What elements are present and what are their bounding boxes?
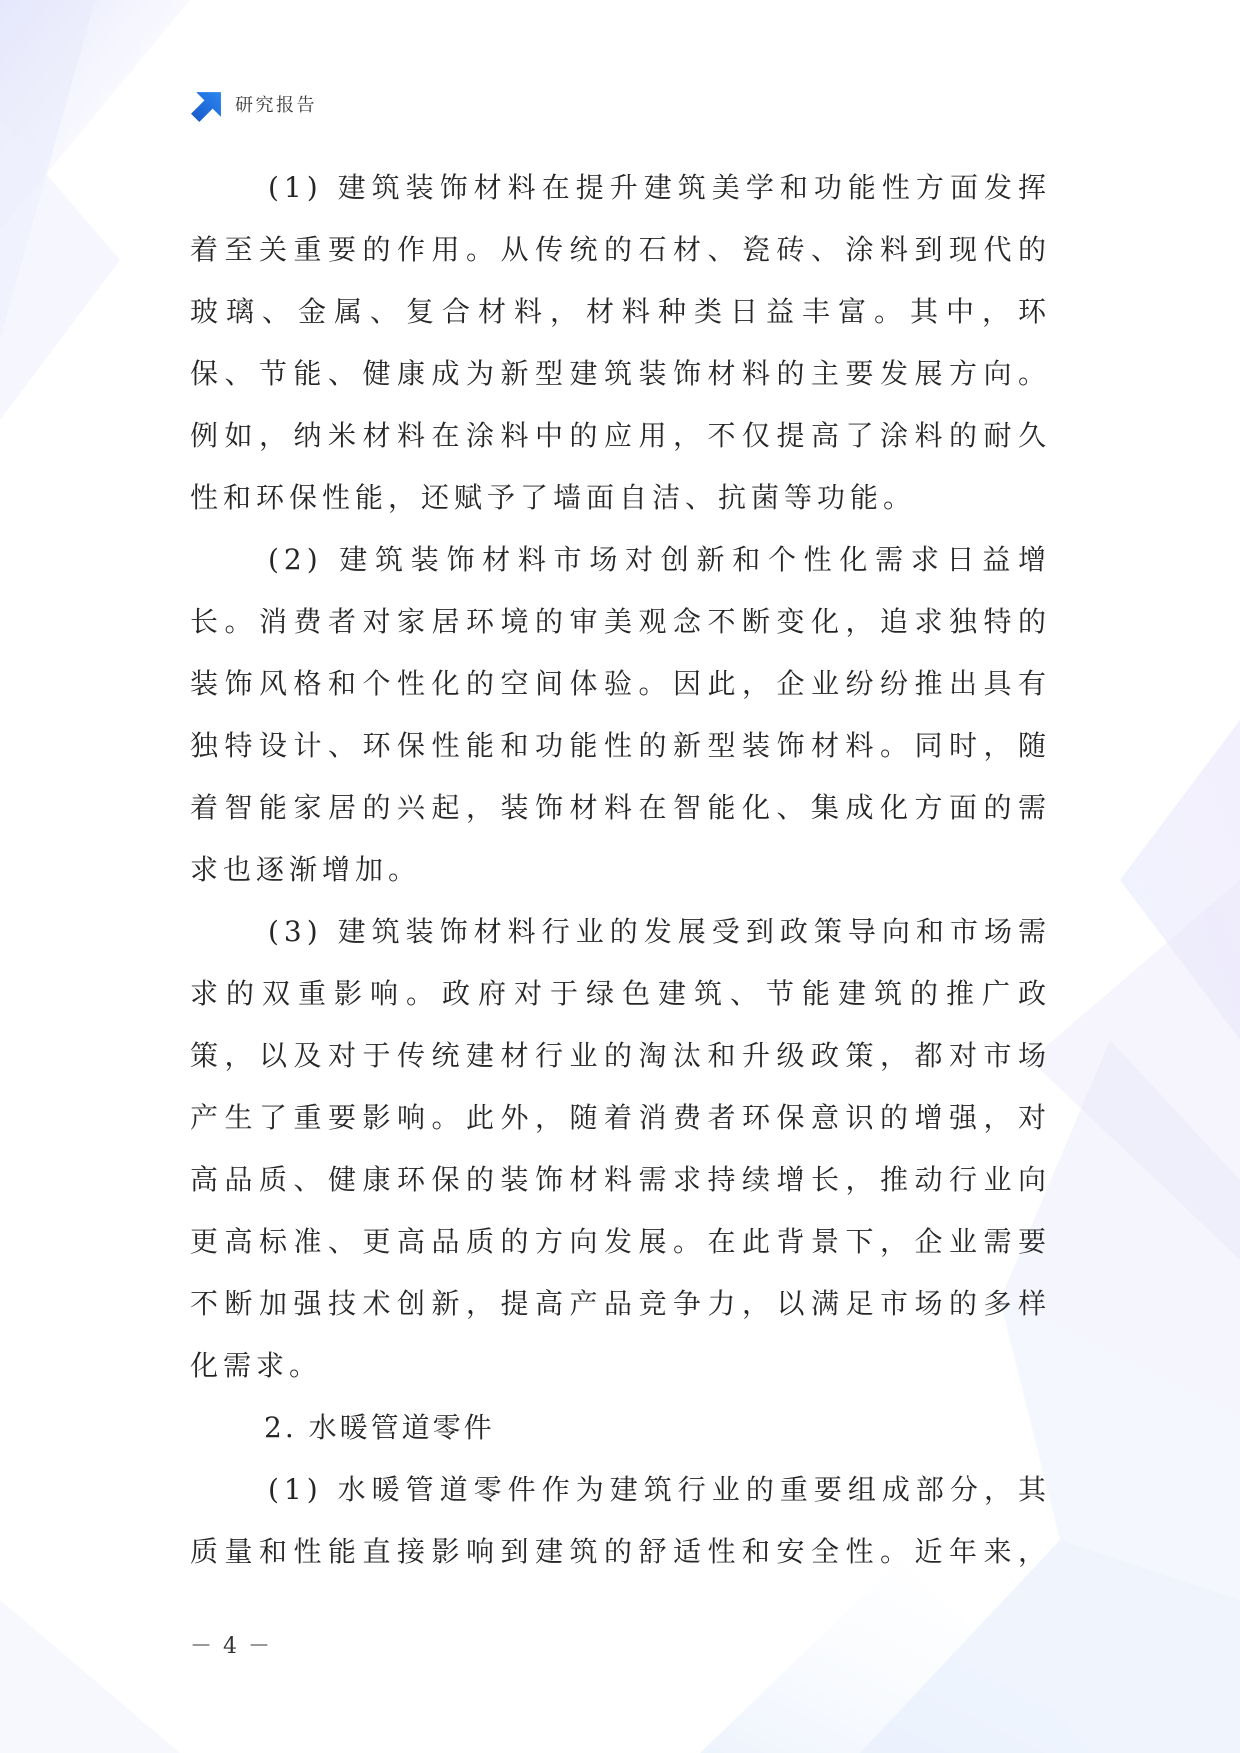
paragraph-line: (3) 建筑装饰材料行业的发展受到政策导向和市场需: [268, 915, 1051, 948]
paragraph-line: 更高标准、更高品质的方向发展。在此背景下，企业需要: [190, 1225, 1051, 1258]
paragraph-line: 性和环保性能，还赋予了墙面自洁、抗菌等功能。: [190, 481, 917, 514]
paragraph-line: 独特设计、环保性能和功能性的新型装饰材料。同时，随: [190, 729, 1051, 762]
paragraph-line: 高品质、健康环保的装饰材料需求持续增长，推动行业向: [190, 1163, 1051, 1196]
paragraph-line: 保、节能、健康成为新型建筑装饰材料的主要发展方向。: [190, 357, 1051, 390]
arrow-up-right-icon: [190, 90, 223, 123]
paragraph-line: (2) 建筑装饰材料市场对创新和个性化需求日益增: [268, 543, 1051, 576]
document-body: [190, 157, 1051, 1583]
paragraph-line: 例如，纳米材料在涂料中的应用，不仅提高了涂料的耐久: [190, 419, 1051, 452]
paragraph-line: 不断加强技术创新，提高产品竞争力，以满足市场的多样: [190, 1287, 1051, 1320]
paragraph-line: (1) 水暖管道零件作为建筑行业的重要组成部分，其: [268, 1473, 1051, 1506]
paragraph-line: 求的双重影响。政府对于绿色建筑、节能建筑的推广政: [190, 977, 1051, 1010]
paragraph-line: 产生了重要影响。此外，随着消费者环保意识的增强，对: [190, 1101, 1051, 1134]
report-title-label: 研究报告: [235, 95, 317, 116]
paragraph: [190, 157, 1051, 529]
paragraph: [190, 529, 1051, 901]
section-heading: 2. 水暖管道零件: [264, 1411, 495, 1444]
paragraph-line: 策，以及对于传统建材行业的淘汰和升级政策，都对市场: [190, 1039, 1051, 1072]
paragraph-line: 玻璃、金属、复合材料，材料种类日益丰富。其中，环: [190, 295, 1051, 328]
page-number: － 4 －: [190, 1634, 272, 1659]
paragraph-line: (1) 建筑装饰材料在提升建筑美学和功能性方面发挥: [268, 171, 1051, 204]
paragraph-line: 质量和性能直接影响到建筑的舒适性和安全性。近年来，: [190, 1535, 1051, 1568]
paragraph-line: 化需求。: [190, 1349, 323, 1382]
report-header: [190, 89, 317, 123]
paragraph-line: 长。消费者对家居环境的审美观念不断变化，追求独特的: [190, 605, 1051, 638]
paragraph-line: 求也逐渐增加。: [190, 853, 422, 886]
paragraph-line: 装饰风格和个性化的空间体验。因此，企业纷纷推出具有: [190, 667, 1051, 700]
paragraph-line: 着至关重要的作用。从传统的石材、瓷砖、涂料到现代的: [190, 233, 1051, 266]
paragraph-line: 着智能家居的兴起，装饰材料在智能化、集成化方面的需: [190, 791, 1051, 824]
paragraph: [190, 901, 1051, 1397]
paragraph: [190, 1459, 1051, 1583]
